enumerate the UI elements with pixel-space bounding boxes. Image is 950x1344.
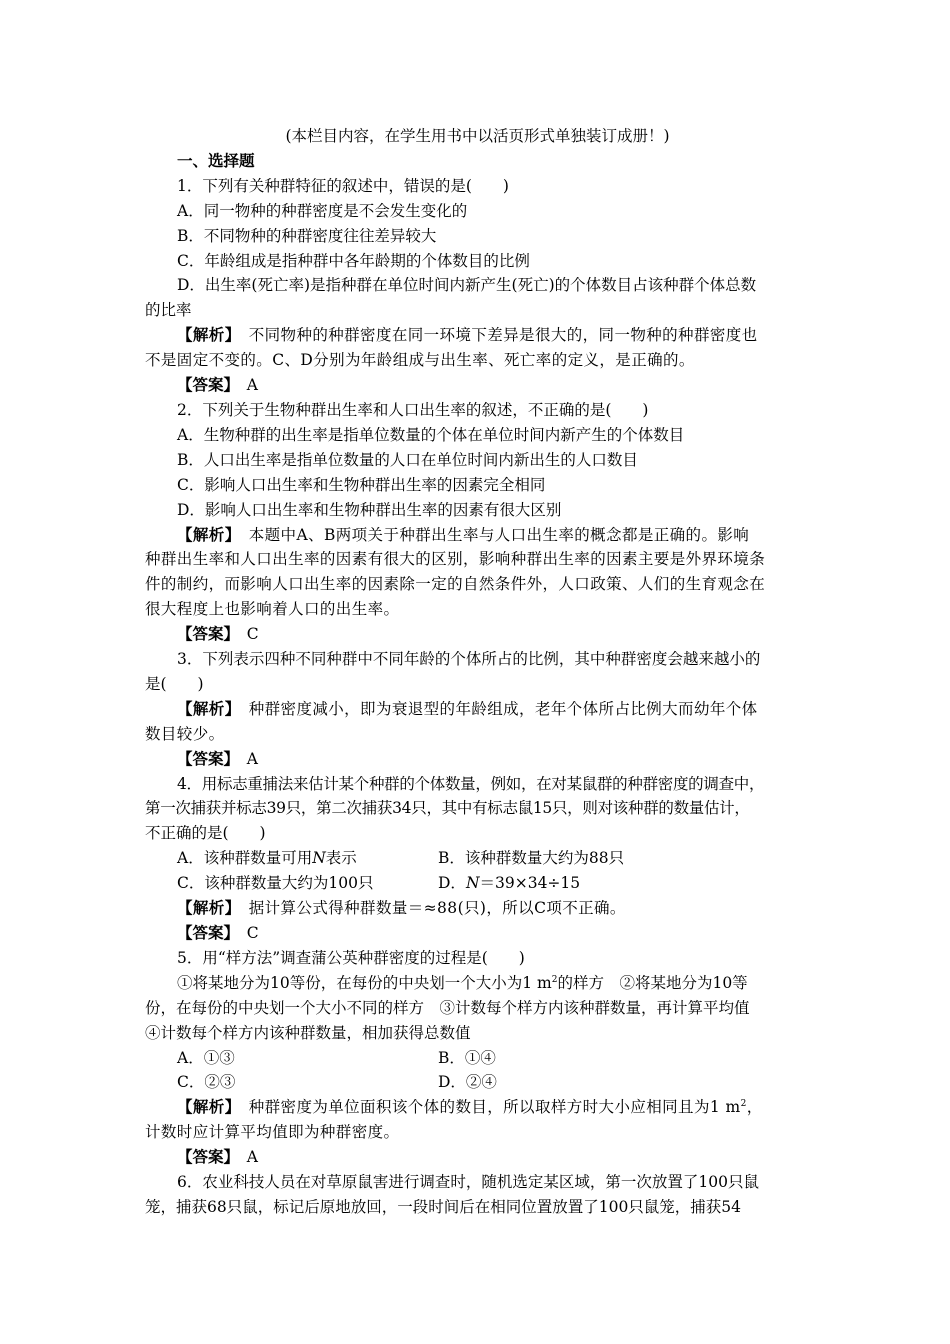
q4-options-row-1 — [145, 846, 810, 871]
q4-stem-cont: 第一次捕获并标志39只，第二次捕获34只，其中有标志鼠15只，则对该种群的数量估计， — [145, 799, 750, 818]
q4-option-d: D．N＝39×34÷15 — [438, 874, 581, 893]
q3-stem: 3．下列表示四种不同种群中不同年龄的个体所占的比例，其中种群密度会越来越小的 — [177, 650, 761, 669]
q5-option-b: B．①④ — [438, 1048, 496, 1067]
q4-option-b: B．该种群数量大约为88只 — [438, 849, 625, 868]
q4-analysis: 【解析】 据计算公式得种群数量＝≈88(只)，所以C项不正确。 — [177, 898, 626, 918]
q4-options-row-2 — [145, 871, 810, 896]
q2-analysis: 【解析】 本题中A、B两项关于种群出生率与人口出生率的概念都是正确的。影响 — [177, 524, 750, 544]
section-title: 一、选择题 — [177, 150, 255, 170]
q4-stem-cont: 不正确的是( ) — [145, 824, 266, 843]
analysis-tag: 【解析】 — [177, 1097, 233, 1117]
analysis-tag: 【解析】 — [177, 524, 233, 544]
q1-option-b: B．不同物种的种群密度往往差异较大 — [177, 226, 437, 245]
q1-analysis-cont: 不是固定不变的。C、D分别为年龄组成与出生率、死亡率的定义，是正确的。 — [145, 351, 695, 370]
q1-analysis: 【解析】 不同物种的种群密度在同一环境下差异是很大的，同一物种的种群密度也 — [177, 325, 758, 345]
analysis-tag: 【解析】 — [177, 325, 233, 345]
document-page — [145, 124, 810, 1220]
q2-option-c: C．影响人口出生率和生物种群出生率的因素完全相同 — [177, 475, 546, 494]
answer-tag: 【答案】 — [177, 624, 232, 644]
answer-tag: 【答案】 — [177, 375, 232, 395]
q5-options-row-2 — [145, 1070, 810, 1095]
analysis-tag: 【解析】 — [177, 698, 233, 718]
q5-analysis: 【解析】 种群密度为单位面积该个体的数目，所以取样方时大小应相同且为1 $m^2$， — [177, 1097, 763, 1117]
q3-stem-cont: 是( ) — [145, 674, 204, 693]
answer-tag: 【答案】 — [177, 923, 232, 942]
q6-stem: 6．农业科技人员在对草原鼠害进行调查时，随机选定某区域，第一次放置了100只鼠 — [177, 1173, 759, 1192]
q5-analysis-cont: 计数时应计算平均值即为种群密度。 — [145, 1123, 400, 1142]
q2-stem: 2．下列关于生物种群出生率和人口出生率的叙述，不正确的是( ) — [177, 400, 649, 419]
analysis-tag: 【解析】 — [177, 898, 233, 918]
q2-option-a: A．生物种群的出生率是指单位数量的个体在单位时间内新产生的个体数目 — [177, 425, 685, 444]
q2-analysis-cont: 件的制约，而影响人口出生率的因素除一定的自然条件外，人口政策、人们的生育观念在 — [145, 575, 766, 594]
q3-answer: 【答案】 A — [177, 748, 258, 768]
q5-statement-3: ④计数每个样方内该种群数量，相加获得总数值 — [145, 1023, 471, 1042]
q5-statement-1: ①将某地分为10等份，在每份的中央划一个大小为1 $m^2$的样方 ②将某地分为10等 — [177, 973, 748, 992]
q1-option-a: A．同一物种的种群密度是不会发生变化的 — [177, 201, 468, 220]
q1-stem: 1．下列有关种群特征的叙述中，错误的是( ) — [177, 176, 509, 195]
q1-option-d: D．出生率(死亡率)是指种群在单位时间内新产生(死亡)的个体数目占该种群个体总数 — [177, 276, 757, 295]
q4-option-a: A．该种群数量可用N表示 — [177, 849, 357, 868]
q1-option-d-cont: 的比率 — [145, 301, 192, 320]
q5-option-d: D．②④ — [438, 1073, 497, 1092]
q4-answer: 【答案】 C — [177, 923, 259, 942]
q4-stem: 4．用标志重捕法来估计某个种群的个体数量，例如，在对某鼠群的种群密度的调查中， — [177, 774, 765, 793]
q2-analysis-cont: 很大程度上也影响着人口的出生率。 — [145, 600, 400, 619]
q3-analysis: 【解析】 种群密度减小，即为衰退型的年龄组成，老年个体所占比例大而幼年个体 — [177, 698, 758, 718]
answer-tag: 【答案】 — [177, 1147, 232, 1167]
q5-statement-2: 份，在每份的中央划一个大小不同的样方 ③计数每个样方内该种群数量，再计算平均值 — [145, 998, 750, 1017]
q5-option-c: C．②③ — [177, 1073, 236, 1092]
q5-answer: 【答案】 A — [177, 1147, 258, 1167]
q2-option-b: B．人口出生率是指单位数量的人口在单位时间内新出生的人口数目 — [177, 450, 638, 469]
q5-options-row-1 — [145, 1046, 810, 1071]
q1-option-c: C．年龄组成是指种群中各年龄期的个体数目的比例 — [177, 251, 530, 270]
q2-answer: 【答案】 C — [177, 624, 259, 644]
answer-tag: 【答案】 — [177, 748, 232, 768]
q5-option-a: A．①③ — [177, 1048, 235, 1067]
q5-stem: 5．用“样方法”调查蒲公英种群密度的过程是( ) — [177, 948, 525, 967]
q1-answer: 【答案】 A — [177, 375, 258, 395]
header-note: (本栏目内容，在学生用书中以活页形式单独装订成册！) — [285, 127, 670, 145]
q4-option-c: C．该种群数量大约为100只 — [177, 874, 374, 893]
q2-option-d: D．影响人口出生率和生物种群出生率的因素有很大区别 — [177, 500, 562, 519]
q3-analysis-cont: 数目较少。 — [145, 724, 225, 743]
q6-stem-cont: 笼，捕获68只鼠，标记后原地放回，一段时间后在相同位置放置了100只鼠笼，捕获54 — [145, 1197, 742, 1216]
q2-analysis-cont: 种群出生率和人口出生率的因素有很大的区别，影响种群出生率的因素主要是外界环境条 — [145, 550, 766, 569]
